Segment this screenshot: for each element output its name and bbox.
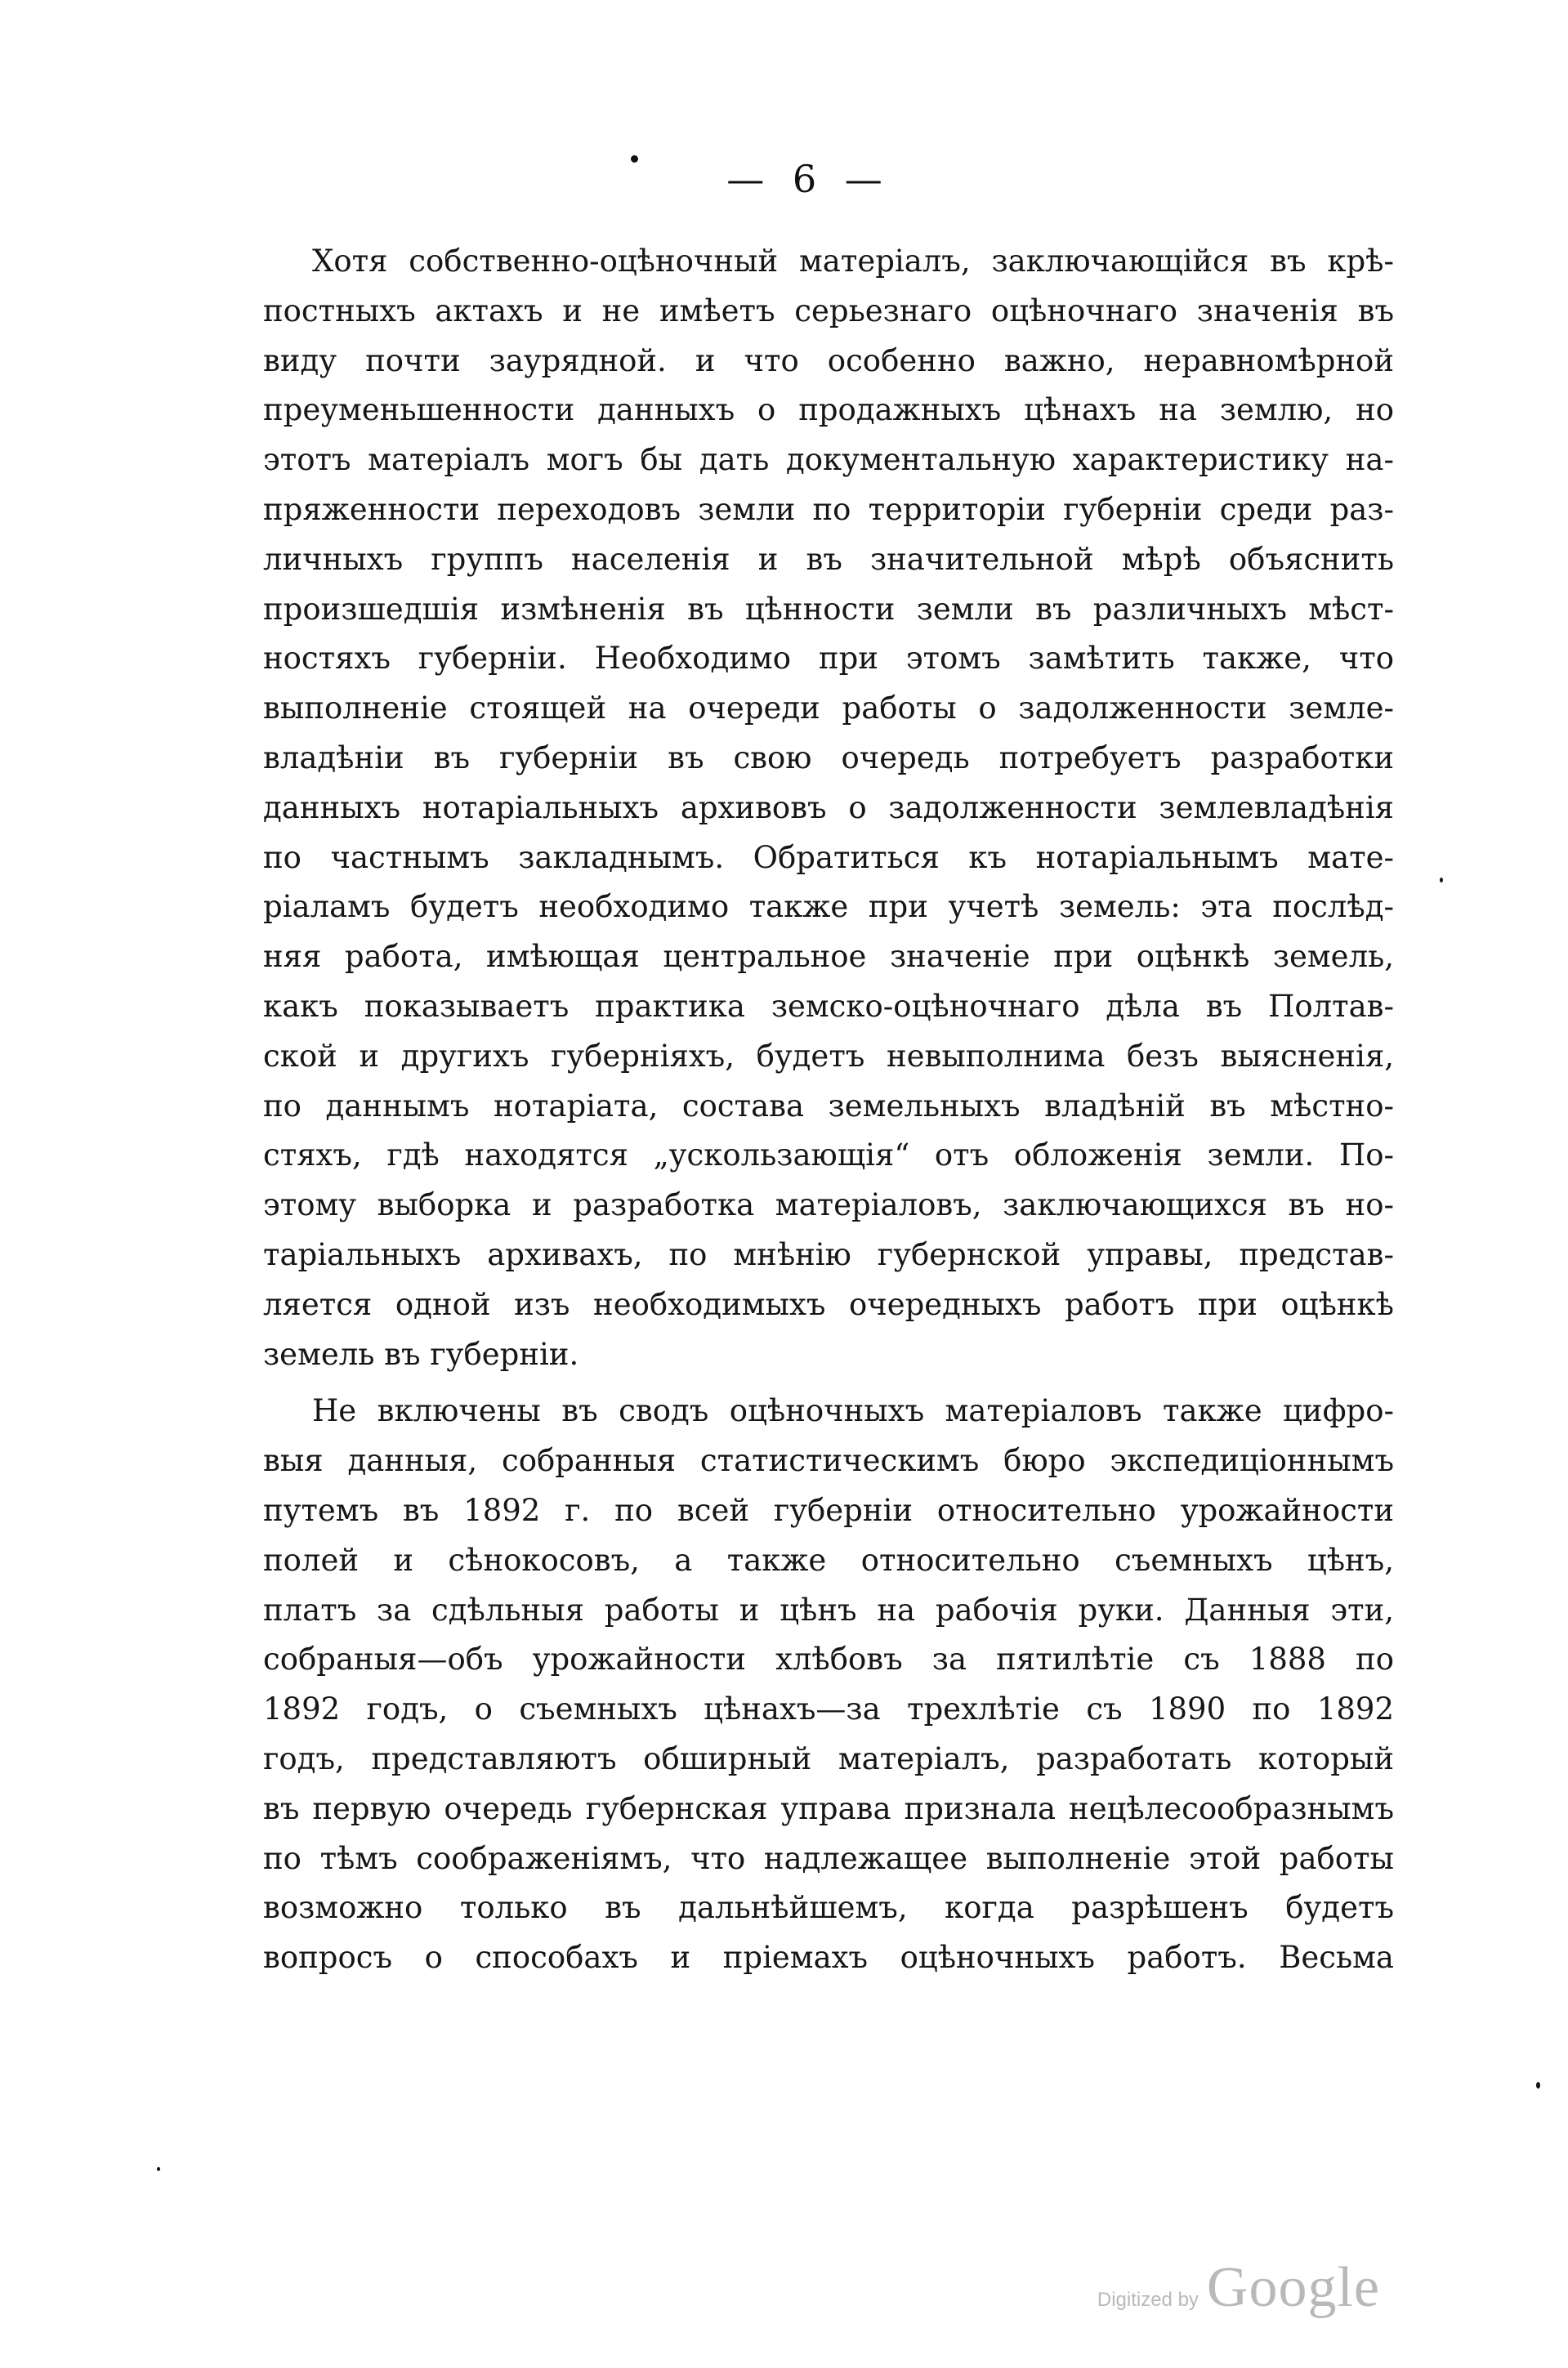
text-line: личныхъ группъ населенія и въ значительной мѣрѣ объяснить <box>263 541 1394 577</box>
text-line: собраныя—объ урожайности хлѣбовъ за пятилѣтіе съ 1888 по <box>263 1642 1394 1678</box>
text-line: стяхъ, гдѣ находятся „ускользающія“ отъ обложенія земли. По- <box>263 1137 1394 1173</box>
text-line: по даннымъ нотаріата, состава земельныхъ владѣній въ мѣстно- <box>263 1088 1394 1124</box>
text-line: данныхъ нотаріальныхъ архивовъ о задолженности землевладѣнія <box>263 789 1394 825</box>
ink-speck <box>1536 2082 1540 2089</box>
text-line: ской и другихъ губерніяхъ, будетъ невыполнима безъ выясненія, <box>263 1038 1394 1074</box>
paragraph <box>263 237 1394 1379</box>
text-line: няя работа, имѣющая центральное значеніе при оцѣнкѣ земель, <box>263 939 1394 975</box>
digitized-by-watermark <box>1097 2255 1380 2321</box>
text-line: какъ показываетъ практика земско-оцѣночнаго дѣла въ Полтав- <box>263 988 1394 1024</box>
text-line: преуменьшенности данныхъ о продажныхъ цѣнахъ на землю, но <box>263 392 1394 428</box>
text-line: таріальныхъ архивахъ, по мнѣнію губернской управы, представ- <box>263 1236 1394 1272</box>
text-line: Хотя собственно-оцѣночный матеріалъ, заключающійся въ крѣ- <box>312 244 1394 279</box>
text-line: виду почти заурядной. и что особенно важно, неравномѣрной <box>263 342 1394 378</box>
text-line: этотъ матеріалъ могъ бы дать документальную характеристику на- <box>263 442 1394 478</box>
text-line: ностяхъ губерніи. Необходимо при этомъ замѣтить также, что <box>263 641 1394 677</box>
text-line: выполненіе стоящей на очереди работы о задолженности земле- <box>263 690 1394 726</box>
text-line: ріаламъ будетъ необходимо также при учетѣ земель: эта послѣд- <box>263 889 1394 925</box>
text-line: земель въ губерніи. <box>263 1336 579 1372</box>
paragraph <box>263 1387 1394 1983</box>
text-line: годъ, представляютъ обширный матеріалъ, разработать который <box>263 1740 1394 1776</box>
google-logo: Google <box>1206 2256 1380 2319</box>
text-line: произшедшія измѣненія въ цѣнности земли въ различныхъ мѣст- <box>263 591 1394 627</box>
text-line: платъ за сдѣльныя работы и цѣнъ на рабочія руки. Данныя эти, <box>263 1592 1394 1628</box>
text-line: ляется одной изъ необходимыхъ очередныхъ работъ при оцѣнкѣ <box>263 1286 1394 1322</box>
text-line: въ первую очередь губернская управа признала нецѣлесообразнымъ <box>263 1790 1394 1826</box>
text-line: выя данныя, собранныя статистическимъ бюро экспедиціоннымъ <box>263 1443 1394 1479</box>
text-body <box>263 237 1394 1983</box>
ink-speck <box>631 155 638 163</box>
watermark-prefix: Digitized by <box>1097 2289 1199 2311</box>
ink-speck <box>1440 878 1443 882</box>
text-line: по тѣмъ соображеніямъ, что надлежащее выполненіе этой работы <box>263 1840 1394 1876</box>
text-line: по частнымъ закладнымъ. Обратиться къ нотаріальнымъ мате- <box>263 839 1394 875</box>
text-line: этому выборка и разработка матеріаловъ, заключающихся въ но- <box>263 1187 1394 1223</box>
text-line: возможно только въ дальнѣйшемъ, когда разрѣшенъ будетъ <box>263 1890 1394 1926</box>
text-line: постныхъ актахъ и не имѣетъ серьезнаго оцѣночнаго значенія въ <box>263 293 1394 328</box>
text-line: вопросъ о способахъ и пріемахъ оцѣночныхъ работъ. Весьма <box>263 1940 1394 1976</box>
text-line: Не включены въ сводъ оцѣночныхъ матеріаловъ также цифро- <box>312 1393 1394 1429</box>
text-line: 1892 годъ, о съемныхъ цѣнахъ—за трехлѣтіе съ 1890 по 1892 <box>263 1691 1394 1727</box>
text-line: владѣніи въ губерніи въ свою очередь потребуетъ разработки <box>263 739 1394 775</box>
ink-speck <box>157 2167 160 2171</box>
text-line: полей и сѣнокосовъ, а также относительно съемныхъ цѣнъ, <box>263 1542 1394 1578</box>
text-line: путемъ въ 1892 г. по всей губерніи относительно урожайности <box>263 1492 1394 1528</box>
page-number: — 6 — <box>726 157 891 201</box>
text-line: пряженности переходовъ земли по территоріи губерніи среди раз- <box>263 491 1394 527</box>
